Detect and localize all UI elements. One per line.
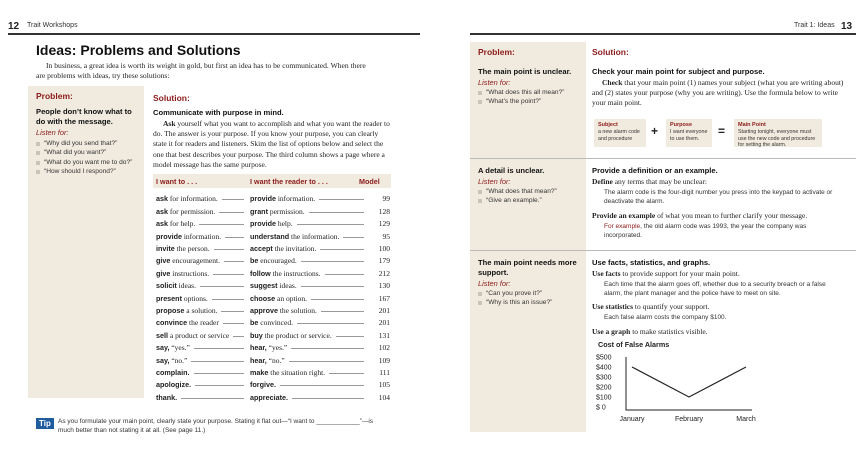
example-word: For example <box>604 223 641 230</box>
chart-title: Cost of False Alarms <box>598 340 670 349</box>
verb-rest: “yes.” <box>266 343 288 353</box>
leader <box>297 224 364 225</box>
verb-rest: for help. <box>168 219 196 229</box>
verb-rest: a product or service <box>168 330 230 340</box>
table-cell-reader <box>250 278 368 290</box>
list-item: “What does this all mean?” <box>478 88 582 97</box>
table-cell-reader <box>250 241 368 253</box>
verb: complain. <box>156 367 190 377</box>
leader <box>225 237 244 238</box>
example-lead: Provide an example <box>592 211 656 220</box>
facts-lead: Use facts <box>592 269 621 278</box>
verb: be <box>250 318 259 328</box>
leader <box>213 274 244 275</box>
solution-title-2: Provide a definition or an example. <box>592 166 718 175</box>
solution-title-3: Use facts, statistics, and graphs. <box>592 258 711 267</box>
solution-title: Communicate with purpose in mind. <box>153 108 284 117</box>
example-detail-text: , the old alarm code was 1993, the year the company was incorporated. <box>604 223 807 239</box>
x-tick-label: March <box>736 416 756 423</box>
verb-rest: help. <box>275 219 293 229</box>
verb-rest: the product or service. <box>262 330 332 340</box>
listen-for-list-1 <box>478 88 582 107</box>
table-cell-want <box>156 389 248 401</box>
table-cell-model: 129 <box>378 219 390 229</box>
verb-rest: the situation right. <box>268 367 326 377</box>
listen-for-list-2 <box>478 187 582 206</box>
table-cell-reader <box>250 352 368 364</box>
table-cell-model: 128 <box>378 206 390 216</box>
list-item: “Can you prove it?” <box>478 289 582 298</box>
verb-rest: the person. <box>174 243 210 253</box>
verb-rest: options. <box>181 293 208 303</box>
table-cell-model: 105 <box>378 380 390 390</box>
solution-body-1 <box>592 78 850 109</box>
leader <box>194 373 244 374</box>
solution-text-1: that your main point (1) names your subject (what you are writing about) and (2) states your purpose (why you are writing). Use the formula below to write your main point. <box>592 78 844 108</box>
y-tick-label: $400 <box>596 364 612 372</box>
table-cell-want <box>156 216 248 228</box>
leader <box>319 199 364 200</box>
verb-rest: the invitation. <box>272 243 317 253</box>
leader <box>280 385 364 386</box>
problem-panel <box>28 86 144 398</box>
table-cell-want <box>156 352 248 364</box>
listen-for-label-1: Listen for: <box>478 78 511 87</box>
table-cell-reader <box>250 216 368 228</box>
verb: hear, <box>250 355 267 365</box>
table-cell-want <box>156 315 248 327</box>
list-item: “Why did you send that?” <box>36 139 140 148</box>
verb: ask <box>156 194 168 204</box>
verb: make <box>250 367 269 377</box>
verb: appreciate. <box>250 392 288 402</box>
listen-for-label-2: Listen for: <box>478 177 511 186</box>
stats-text: to quantify your support. <box>633 302 710 311</box>
verb-rest: permission. <box>267 206 305 216</box>
solution-lead: Ask <box>163 119 176 128</box>
section-divider-2 <box>470 250 856 251</box>
table-cell-want <box>156 241 248 253</box>
leader <box>223 323 244 324</box>
stats-line <box>592 302 850 312</box>
verb: give <box>156 256 171 266</box>
verb-rest: “no.” <box>266 355 285 365</box>
x-tick-label: February <box>674 416 704 423</box>
table-cell-want <box>156 228 248 240</box>
y-tick-label: $ 0 <box>596 404 606 412</box>
verb-rest: encouraged. <box>258 256 297 266</box>
tip-badge: Tip <box>36 418 54 429</box>
leader <box>320 249 364 250</box>
verb-rest: encouragement. <box>170 256 220 266</box>
verb-rest: for information. <box>168 194 218 204</box>
verb: invite <box>156 243 175 253</box>
verb: provide <box>250 219 276 229</box>
verb: approve <box>250 305 278 315</box>
leader <box>191 361 244 362</box>
verb-rest: the instructions. <box>270 268 321 278</box>
verb-rest: an option. <box>275 293 308 303</box>
leader <box>321 311 364 312</box>
verb: provide <box>250 194 276 204</box>
table-cell-model: 131 <box>378 330 390 340</box>
verb: accept <box>250 243 273 253</box>
leader <box>301 261 364 262</box>
example-detail <box>604 223 840 240</box>
stats-example: Each false alarm costs the company $100. <box>604 314 727 321</box>
table-cell-model: 167 <box>378 293 390 303</box>
verb: grant <box>250 206 268 216</box>
table-cell-reader <box>250 365 368 377</box>
section-divider-1 <box>470 158 856 159</box>
leader <box>224 261 244 262</box>
listen-for-list <box>36 139 140 177</box>
verb: follow <box>250 268 271 278</box>
solution-column-label: Solution: <box>592 47 629 57</box>
list-item: “What’s the point?” <box>478 97 582 106</box>
verb: ask <box>156 206 168 216</box>
table-cell-want <box>156 377 248 389</box>
leader <box>309 212 364 213</box>
tip-line-2: much better than not stating it at all. (See page 11.) <box>58 426 206 434</box>
table-cell-reader <box>250 253 368 265</box>
verb: thank. <box>156 392 178 402</box>
main-point-text: Starting tonight, everyone must use the new code and procedure for setting the alarm. <box>738 129 816 149</box>
equals-sign: = <box>718 124 726 138</box>
verb: convince <box>156 318 188 328</box>
y-tick-label: $500 <box>596 354 612 362</box>
leader <box>200 286 244 287</box>
leader <box>292 398 364 399</box>
define-text: any terms that may be unclear: <box>612 177 707 186</box>
problem-title-3: The main point needs more support. <box>478 258 577 277</box>
leader <box>194 348 244 349</box>
graph-text: to make statistics visible. <box>630 327 708 336</box>
verb-rest: ideas. <box>176 281 196 291</box>
leader <box>212 299 244 300</box>
list-item: “How should I respond?” <box>36 167 140 176</box>
right-running-head: Trait 1: Ideas <box>794 22 835 29</box>
graph-line <box>592 327 850 337</box>
verb-rest: ideas. <box>277 281 297 291</box>
verb: buy <box>250 330 263 340</box>
leader <box>301 286 364 287</box>
left-page-number: 12 <box>8 21 20 32</box>
purpose-text: I want everyone to use them. <box>670 129 708 142</box>
table-cell-want <box>156 278 248 290</box>
table-cell-reader <box>250 377 368 389</box>
verb: give <box>156 268 171 278</box>
list-item: “What did you want?” <box>36 148 140 157</box>
list-item: “Give an example.” <box>478 196 582 205</box>
table-cell-want <box>156 327 248 339</box>
left-top-rule <box>8 33 420 35</box>
table-cell-model: 130 <box>378 281 390 291</box>
purpose-table <box>153 191 391 405</box>
right-top-rule <box>470 33 856 35</box>
table-cell-model: 212 <box>378 268 390 278</box>
y-tick-label: $100 <box>596 394 612 402</box>
leader <box>291 348 364 349</box>
table-header <box>153 174 391 188</box>
table-cell-reader <box>250 315 368 327</box>
verb: provide <box>156 231 182 241</box>
table-cell-want <box>156 340 248 352</box>
table-cell-want <box>156 290 248 302</box>
verb: solicit <box>156 281 177 291</box>
table-cell-model: 95 <box>382 231 390 241</box>
facts-text: to provide support for your main point. <box>620 269 740 278</box>
table-cell-reader <box>250 228 368 240</box>
verb-rest: instructions. <box>170 268 210 278</box>
right-page-number: 13 <box>841 21 853 32</box>
series-line <box>632 367 746 397</box>
table-cell-want <box>156 203 248 215</box>
listen-for-label-3: Listen for: <box>478 279 511 288</box>
table-cell-want <box>156 253 248 265</box>
problem-label: Problem: <box>36 91 73 101</box>
problem-title-2: A detail is unclear. <box>478 166 545 175</box>
verb: ask <box>156 219 168 229</box>
verb: present <box>156 293 182 303</box>
facts-example: Each time that the alarm goes off, whether due to a security breach or a false alarm, the plant manager and the police have to meet on site. <box>604 281 826 297</box>
false-alarm-chart <box>592 349 762 425</box>
verb: forgive. <box>250 380 276 390</box>
purpose-box <box>666 119 712 147</box>
problem-title-1: The main point is unclear. <box>478 67 572 76</box>
table-cell-model: 201 <box>378 318 390 328</box>
table-cell-want <box>156 191 248 203</box>
leader <box>233 336 244 337</box>
solution-label: Solution: <box>153 93 190 103</box>
table-cell-reader <box>250 203 368 215</box>
solution-body <box>153 119 391 170</box>
verb: apologize. <box>156 380 192 390</box>
table-cell-model: 102 <box>378 343 390 353</box>
leader <box>199 224 244 225</box>
leader <box>195 385 244 386</box>
leader <box>214 249 244 250</box>
define-example: The alarm code is the four-digit number you press into the keypad to activate or deactivate the alarm. <box>604 189 833 205</box>
subject-label: Subject <box>598 122 618 128</box>
table-cell-want <box>156 303 248 315</box>
tip-text <box>58 418 398 435</box>
intro-line-2: are problems with ideas, try these solutions: <box>36 71 170 80</box>
define-lead: Define <box>592 177 613 186</box>
verb: say, <box>156 343 170 353</box>
table-cell-reader <box>250 340 368 352</box>
leader <box>221 311 244 312</box>
page-title: Ideas: Problems and Solutions <box>36 42 241 58</box>
purpose-label: Purpose <box>670 122 693 128</box>
verb: suggest <box>250 281 278 291</box>
example-line <box>592 211 850 221</box>
table-cell-reader <box>250 191 368 203</box>
table-cell-reader <box>250 265 368 277</box>
main-point-box <box>734 119 822 147</box>
table-cell-model: 99 <box>382 194 390 204</box>
verb: choose <box>250 293 276 303</box>
problem-column-label: Problem: <box>478 47 515 57</box>
plus-sign: + <box>651 124 659 138</box>
table-cell-reader <box>250 303 368 315</box>
verb: understand <box>250 231 290 241</box>
chart-axes <box>626 357 752 410</box>
solution-text: yourself what you want to accomplish and what you want the reader to do. The answer is your purpose. If you know your purpose, you can clearly state it for readers and listeners. Skim the list of options below and select the one that best describes your purpose. The third column shows a page where a model message has the same purpose. <box>153 119 390 169</box>
verb-rest: information. <box>275 194 316 204</box>
define-line <box>592 177 850 187</box>
main-point-label: Main Point <box>738 122 766 128</box>
table-cell-model: 111 <box>379 367 390 377</box>
example-text: of what you mean to further clarify your message. <box>655 211 808 220</box>
stats-lead: Use statistics <box>592 302 634 311</box>
list-item: “Why is this an issue?” <box>478 298 582 307</box>
listen-for-label: Listen for: <box>36 128 69 137</box>
verb: be <box>250 256 259 266</box>
table-cell-reader <box>250 389 368 401</box>
verb: propose <box>156 305 185 315</box>
column-header-want: I want to . . . <box>156 177 198 186</box>
table-cell-model: 109 <box>378 355 390 365</box>
table-cell-model: 104 <box>378 392 390 402</box>
verb-rest: convinced. <box>258 318 293 328</box>
column-header-reader: I want the reader to . . . <box>250 177 328 186</box>
leader <box>325 274 364 275</box>
tip-line-1: As you formulate your main point, clearly state your purpose. Stating it flat out—“I want to ____________”—is <box>58 418 374 425</box>
table-cell-want <box>156 365 248 377</box>
leader <box>181 398 244 399</box>
verb-rest: “yes.” <box>169 343 190 353</box>
leader <box>219 212 244 213</box>
intro-line-1: In business, a great idea is worth its weight in gold, but first an idea has to be communicated. When there <box>46 61 366 70</box>
problem-title: People don’t know what to do with the message. <box>36 107 132 126</box>
verb: hear, <box>250 343 267 353</box>
y-tick-label: $300 <box>596 374 612 382</box>
facts-line <box>592 269 850 279</box>
table-cell-reader <box>250 290 368 302</box>
leader <box>289 361 364 362</box>
table-cell-want <box>156 265 248 277</box>
y-tick-label: $200 <box>596 384 612 392</box>
verb-rest: for permission. <box>168 206 216 216</box>
verb-rest: the reader <box>187 318 219 328</box>
list-item: “What do you want me to do?” <box>36 158 140 167</box>
leader <box>311 299 364 300</box>
intro-paragraph <box>36 61 416 81</box>
x-tick-label: January <box>619 416 645 423</box>
leader <box>329 373 364 374</box>
subject-box <box>594 119 646 147</box>
leader <box>343 237 364 238</box>
verb-rest: a solution. <box>184 305 218 315</box>
verb: sell <box>156 330 168 340</box>
subject-text: a new alarm code and procedure <box>598 129 640 142</box>
table-cell-model: 100 <box>378 243 390 253</box>
column-header-model: Model <box>359 177 380 186</box>
leader <box>297 323 364 324</box>
listen-for-list-3 <box>478 289 582 308</box>
leader <box>222 199 244 200</box>
verb-rest: “no.” <box>169 355 188 365</box>
table-cell-reader <box>250 327 368 339</box>
graph-lead: Use a graph <box>592 327 631 336</box>
solution-lead-1: Check <box>602 78 623 87</box>
verb-rest: information. <box>181 231 222 241</box>
verb-rest: the solution. <box>277 305 317 315</box>
solution-title-1: Check your main point for subject and purpose. <box>592 67 765 76</box>
verb: say, <box>156 355 170 365</box>
list-item: “What does that mean?” <box>478 187 582 196</box>
table-cell-model: 179 <box>378 256 390 266</box>
table-cell-model: 201 <box>378 305 390 315</box>
left-running-head: Trait Workshops <box>27 22 78 29</box>
leader <box>336 336 364 337</box>
verb-rest: the information. <box>289 231 340 241</box>
